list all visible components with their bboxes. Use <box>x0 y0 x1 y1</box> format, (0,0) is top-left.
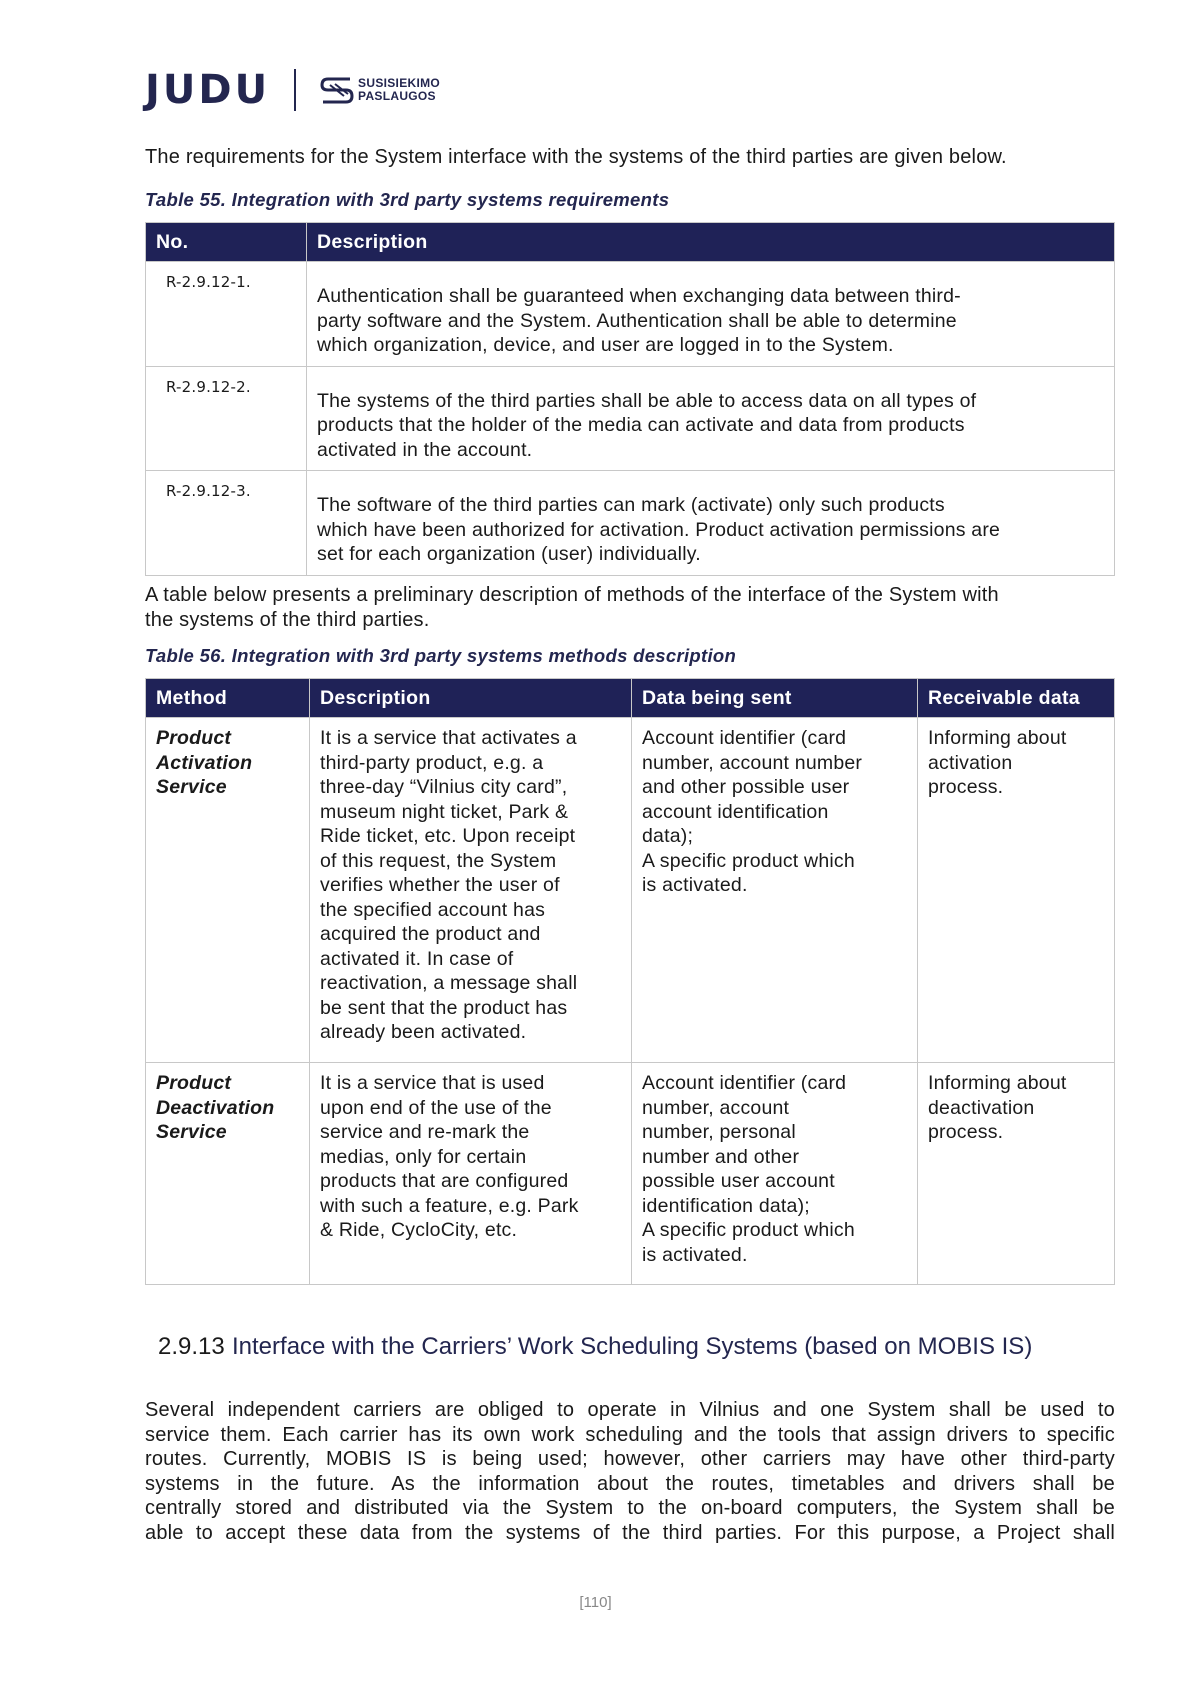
logo-divider <box>294 69 296 111</box>
method-name: Product Deactivation Service <box>146 1063 310 1285</box>
ss-logo-icon <box>320 76 354 104</box>
table56 <box>145 678 1115 1285</box>
method-name: Product Activation Service <box>146 718 310 1063</box>
section-body-paragraph <box>145 1398 1115 1545</box>
column-header: Receivable data <box>918 679 1115 718</box>
table-header-row <box>146 223 1115 262</box>
table-row <box>146 366 1115 471</box>
column-header: Description <box>310 679 632 718</box>
intro-paragraph: The requirements for the System interface with the systems of the third parties are given below. <box>145 146 1007 168</box>
table55 <box>145 222 1115 576</box>
section-title: Interface with the Carriers’ Work Scheduling Systems (based on MOBIS IS) <box>232 1333 1033 1360</box>
paragraph-line: Several independent carriers are obliged to operate in Vilnius and one System shall be used to <box>145 1399 1115 1421</box>
column-header: Method <box>146 679 310 718</box>
requirement-no: R-2.9.12-1. <box>146 262 307 367</box>
table-row <box>146 262 1115 367</box>
requirement-no: R-2.9.12-3. <box>146 471 307 576</box>
table-row <box>146 718 1115 1063</box>
requirement-description: Authentication shall be guaranteed when exchanging data between third- party software and the System. Authentication shall be able to determine which organization, device, and user are logged in to the System. <box>307 262 1115 367</box>
logo-text-line1: SUSISIEKIMO <box>358 76 441 90</box>
header-logo <box>145 66 440 114</box>
section-number: 2.9.13 <box>158 1333 225 1360</box>
section-heading <box>158 1332 1033 1362</box>
table-row <box>146 471 1115 576</box>
paragraph-line: routes. Currently, MOBIS IS is being used; however, other carriers may have other third-party <box>145 1448 1115 1470</box>
receivable-data: Informing about activation process. <box>918 718 1115 1063</box>
method-description: It is a service that is used upon end of the use of the service and re-mark the medias, only for certain products that are configured with such a feature, e.g. Park & Ride, CycloCity, etc. <box>310 1063 632 1285</box>
paragraph-line: systems in the future. As the information about the routes, timetables and drivers shall be <box>145 1472 1115 1495</box>
table-row <box>146 1063 1115 1285</box>
logo-text-line2: PASLAUGOS <box>358 89 436 103</box>
paragraph-line: able to accept these data from the systems of the third parties. For this purpose, a Project shall <box>145 1521 1115 1544</box>
method-description: It is a service that activates a third-party product, e.g. a three-day “Vilnius city card”, museum night ticket, Park & Ride ticket, etc. Upon receipt of this request, the System verifies whether the user of the specified account has acquired the product and activated it. In case of reactivation, a message shall be sent that the product has already been activated. <box>310 718 632 1063</box>
requirement-no: R-2.9.12-2. <box>146 366 307 471</box>
table-header-row <box>146 679 1115 718</box>
data-being-sent: Account identifier (card number, account number and other possible user account identification data); A specific product which is activated. <box>632 718 918 1063</box>
column-header: No. <box>146 223 307 262</box>
requirement-description: The systems of the third parties shall be able to access data on all types of products that the holder of the media can activate and data from products activated in the account. <box>307 366 1115 471</box>
page-number: [110] <box>579 1594 612 1611</box>
table55-caption: Table 55. Integration with 3rd party systems requirements <box>145 189 670 210</box>
table56-caption: Table 56. Integration with 3rd party systems methods description <box>145 645 737 666</box>
paragraph-line: service them. Each carrier has its own work scheduling and the tools that assign drivers to specific <box>145 1423 1115 1446</box>
column-header: Data being sent <box>632 679 918 718</box>
paragraph-line: centrally stored and distributed via the System to the on-board computers, the System shall be <box>145 1497 1115 1519</box>
requirement-description: The software of the third parties can mark (activate) only such products which have been authorized for activation. Product activation permissions are set for each organization (user) individually. <box>307 471 1115 576</box>
column-header: Description <box>307 223 1115 262</box>
methods-intro-paragraph: A table below presents a preliminary description of methods of the interface of the System with the systems of the third parties. <box>145 584 999 631</box>
data-being-sent: Account identifier (card number, account number, personal number and other possible user account identification data); A specific product which is activated. <box>632 1063 918 1285</box>
judu-logo: JUDU <box>145 67 271 113</box>
susisiekimo-paslaugos-logo <box>320 76 440 104</box>
receivable-data: Informing about deactivation process. <box>918 1063 1115 1285</box>
